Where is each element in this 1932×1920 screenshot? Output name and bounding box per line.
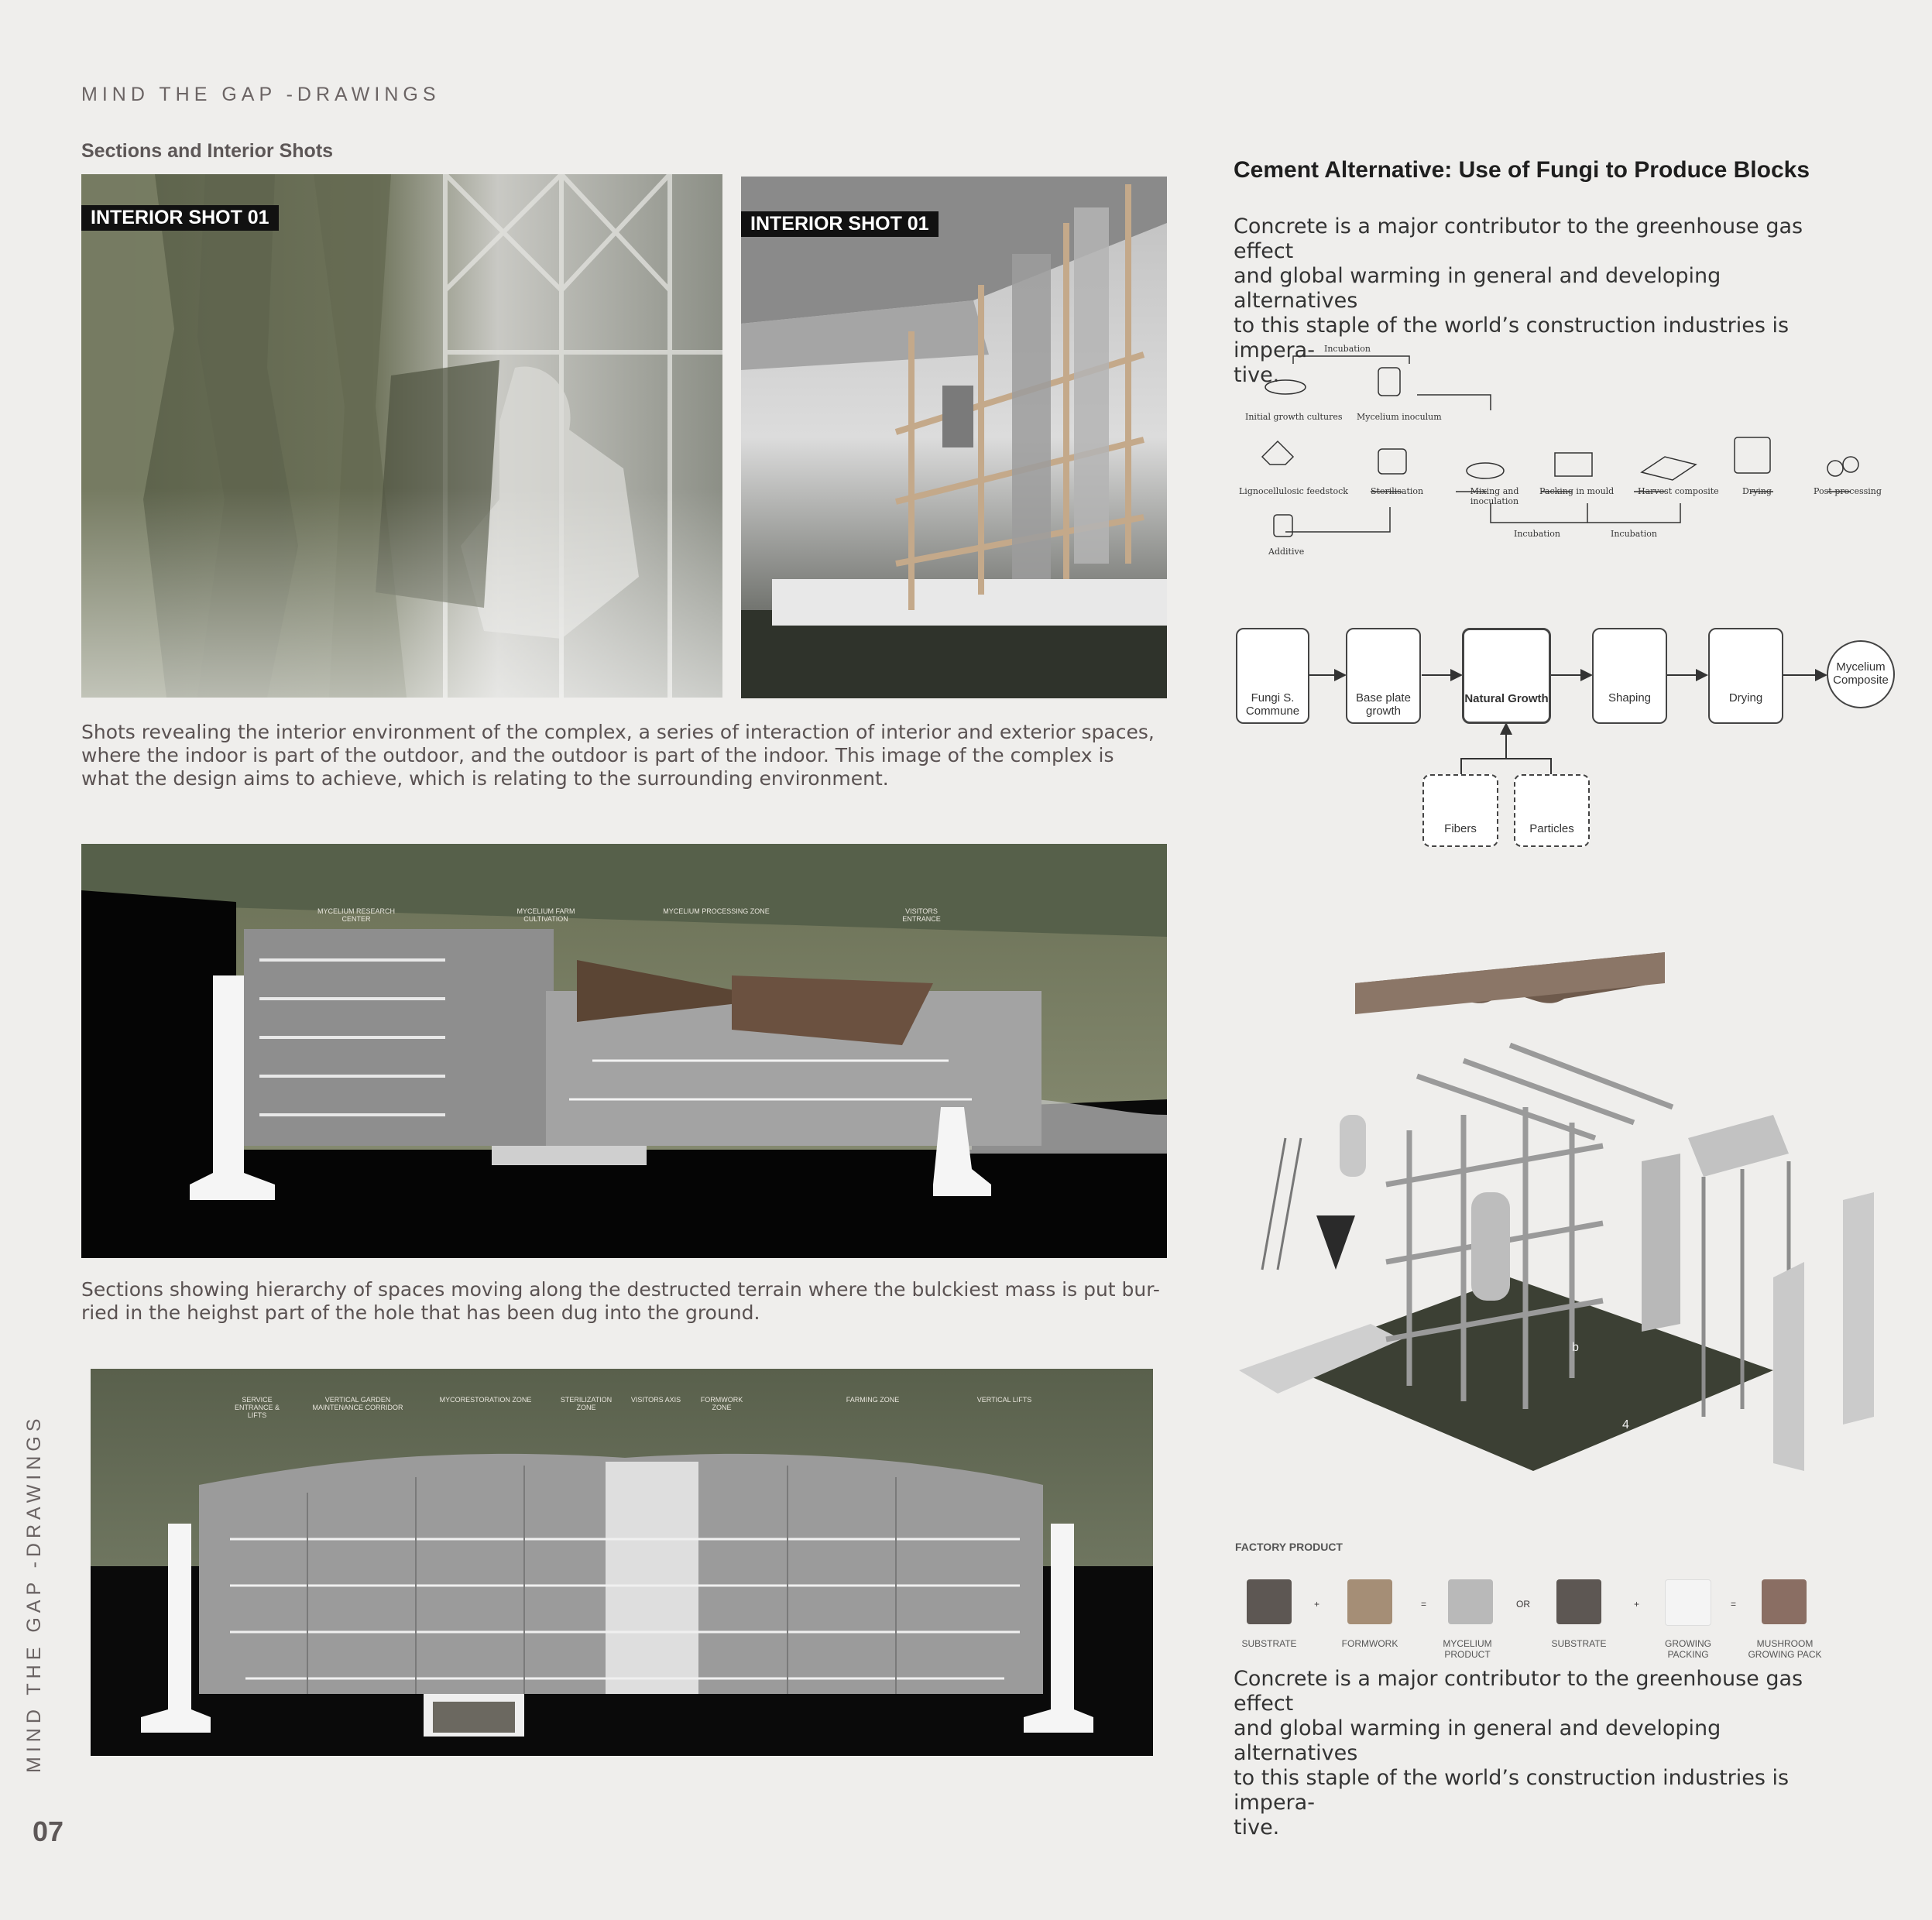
flow-node-label: Fungi S. Commune bbox=[1245, 691, 1300, 718]
section2-label: VISITORS AXIS bbox=[630, 1396, 681, 1404]
interior-shot-right bbox=[741, 177, 1167, 698]
section2-label: FARMING ZONE bbox=[846, 1396, 900, 1404]
axo-mark: 4 bbox=[1622, 1418, 1629, 1431]
factory-item-label: SUBSTRATE bbox=[1241, 1638, 1297, 1649]
flow-input-fibers bbox=[1422, 774, 1498, 847]
section2-label: VERTICAL GARDEN MAINTENANCE CORRIDOR bbox=[312, 1396, 403, 1411]
section1-caption-line: ried in the heighst part of the hole that has been dug into the ground. bbox=[81, 1301, 760, 1324]
interior-shot-left-label: INTERIOR SHOT 01 bbox=[81, 205, 279, 231]
section2-label: VERTICAL LIFTS bbox=[976, 1396, 1032, 1404]
substrate-block-icon bbox=[1556, 1579, 1601, 1624]
process-step: Packing in mould bbox=[1539, 486, 1615, 496]
flow-node-label: Base plate growth bbox=[1356, 691, 1411, 718]
page-number: 07 bbox=[33, 1815, 64, 1847]
process-step: Drying bbox=[1742, 486, 1772, 496]
factory-operator: OR bbox=[1516, 1599, 1530, 1610]
para-line: tive. bbox=[1234, 1815, 1280, 1839]
para-line: and global warming in general and developing alternatives bbox=[1234, 1716, 1721, 1765]
flow-diagram bbox=[1231, 623, 1913, 848]
interior-caption-line: what the design aims to achieve, which is relating to the surrounding environment. bbox=[81, 767, 889, 790]
mycelium-product-icon bbox=[1448, 1579, 1493, 1624]
para-line: Concrete is a major contributor to the greenhouse gas effect bbox=[1234, 214, 1803, 263]
interior-caption-line: where the indoor is part of the outdoor, and the outdoor is part of the indoor. This image of the complex is bbox=[81, 744, 1114, 766]
flow-node-mycelium-composite bbox=[1827, 640, 1895, 708]
process-step: Mycelium inoculum bbox=[1357, 412, 1442, 422]
section-drawing-1 bbox=[81, 844, 1167, 1258]
section1-label: VISITORS ENTRANCE bbox=[902, 907, 941, 923]
flow-input-label: Particles bbox=[1529, 822, 1574, 835]
flow-node-label: Mycelium Composite bbox=[1833, 660, 1889, 687]
flow-node-shaping bbox=[1592, 628, 1667, 724]
para-line: and global warming in general and developing alternatives bbox=[1234, 264, 1721, 313]
flow-input-label: Fibers bbox=[1444, 822, 1477, 835]
section1-label: MYCELIUM FARM CULTIVATION bbox=[516, 907, 575, 923]
section1-caption-line: Sections showing hierarchy of spaces moving along the destructed terrain where the bulckiest mass is put bur- bbox=[81, 1278, 1160, 1301]
section1-label: MYCELIUM RESEARCH CENTER bbox=[317, 907, 395, 923]
section2-label: STERILIZATION ZONE bbox=[560, 1396, 613, 1411]
section2-label: MYCORESTORATION ZONE bbox=[439, 1396, 532, 1404]
process-incubation-top: Incubation bbox=[1324, 344, 1371, 354]
para-line: to this staple of the world’s construction industries is impera- bbox=[1234, 314, 1790, 362]
process-step: Post-processing bbox=[1814, 486, 1882, 496]
flow-node-base-plate bbox=[1346, 628, 1421, 724]
para-line: Concrete is a major contributor to the greenhouse gas effect bbox=[1234, 1667, 1803, 1716]
substrate-block-icon bbox=[1247, 1579, 1292, 1624]
axonometric-drawing-image bbox=[1231, 937, 1897, 1494]
flow-node-label: Shaping bbox=[1608, 691, 1652, 705]
process-step: Sterilisation bbox=[1371, 486, 1424, 496]
axonometric-drawing bbox=[1231, 937, 1897, 1494]
interior-shot-right-label: INTERIOR SHOT 01 bbox=[741, 211, 939, 237]
para-line: tive. bbox=[1234, 363, 1280, 387]
process-incubation: Incubation bbox=[1514, 529, 1560, 539]
section-drawing-2-image bbox=[91, 1369, 1153, 1756]
factory-products bbox=[1231, 1579, 1882, 1665]
process-step: Harvest composite bbox=[1638, 486, 1719, 496]
process-step: Lignocellulosic feedstock bbox=[1239, 486, 1348, 496]
process-additive: Additive bbox=[1268, 547, 1305, 557]
interior-shot-right-image bbox=[741, 177, 1167, 698]
factory-item-label: SUBSTRATE bbox=[1551, 1638, 1607, 1649]
section1-caption bbox=[81, 1278, 1165, 1325]
factory-operator: = bbox=[1731, 1599, 1737, 1610]
process-incubation: Incubation bbox=[1611, 529, 1657, 539]
section2-label: SERVICE ENTRANCE & LIFTS bbox=[234, 1396, 280, 1419]
vertical-title: MIND THE GAP -DRAWINGS bbox=[23, 1414, 45, 1773]
process-step: Mixing and inoculation bbox=[1470, 486, 1519, 506]
cement-paragraph-2 bbox=[1234, 1667, 1845, 1840]
axo-mark: b bbox=[1572, 1341, 1579, 1354]
process-diagram bbox=[1231, 341, 1882, 565]
flow-node-fungi bbox=[1236, 628, 1309, 724]
factory-item-label: GROWING PACKING bbox=[1665, 1638, 1711, 1660]
interior-shot-left bbox=[81, 174, 722, 698]
section-drawing-2 bbox=[91, 1369, 1153, 1756]
flow-input-particles bbox=[1514, 774, 1590, 847]
page-header: MIND THE GAP -DRAWINGS bbox=[81, 84, 441, 105]
interior-shot-left-image bbox=[81, 174, 722, 698]
factory-title: FACTORY PRODUCT bbox=[1235, 1541, 1343, 1553]
flow-node-label: Natural Growth bbox=[1464, 692, 1549, 705]
section-drawing-1-image bbox=[81, 844, 1167, 1258]
growing-packing-icon bbox=[1665, 1579, 1711, 1626]
formwork-block-icon bbox=[1347, 1579, 1392, 1624]
flow-node-label: Drying bbox=[1728, 691, 1763, 705]
interior-caption bbox=[81, 721, 1165, 790]
factory-operator: = bbox=[1421, 1599, 1427, 1610]
process-step: Initial growth cultures bbox=[1245, 412, 1343, 422]
flow-node-natural-growth bbox=[1462, 628, 1551, 724]
factory-item-label: MUSHROOM GROWING PACK bbox=[1748, 1638, 1822, 1660]
flow-node-drying bbox=[1708, 628, 1783, 724]
interior-caption-line: Shots revealing the interior environment of the complex, a series of interaction of interior and exterior spaces, bbox=[81, 721, 1155, 743]
section2-label: FORMWORK ZONE bbox=[700, 1396, 743, 1411]
section-subtitle: Sections and Interior Shots bbox=[81, 140, 334, 162]
section1-label: MYCELIUM PROCESSING ZONE bbox=[663, 907, 770, 915]
cement-title: Cement Alternative: Use of Fungi to Produce Blocks bbox=[1234, 157, 1810, 183]
factory-item-label: FORMWORK bbox=[1341, 1638, 1398, 1649]
factory-operator: + bbox=[1634, 1599, 1640, 1610]
mushroom-growing-pack-icon bbox=[1762, 1579, 1807, 1624]
para-line: to this staple of the world’s construction industries is impera- bbox=[1234, 1766, 1790, 1815]
factory-item-label: MYCELIUM PRODUCT bbox=[1443, 1638, 1492, 1660]
factory-operator: + bbox=[1314, 1599, 1320, 1610]
